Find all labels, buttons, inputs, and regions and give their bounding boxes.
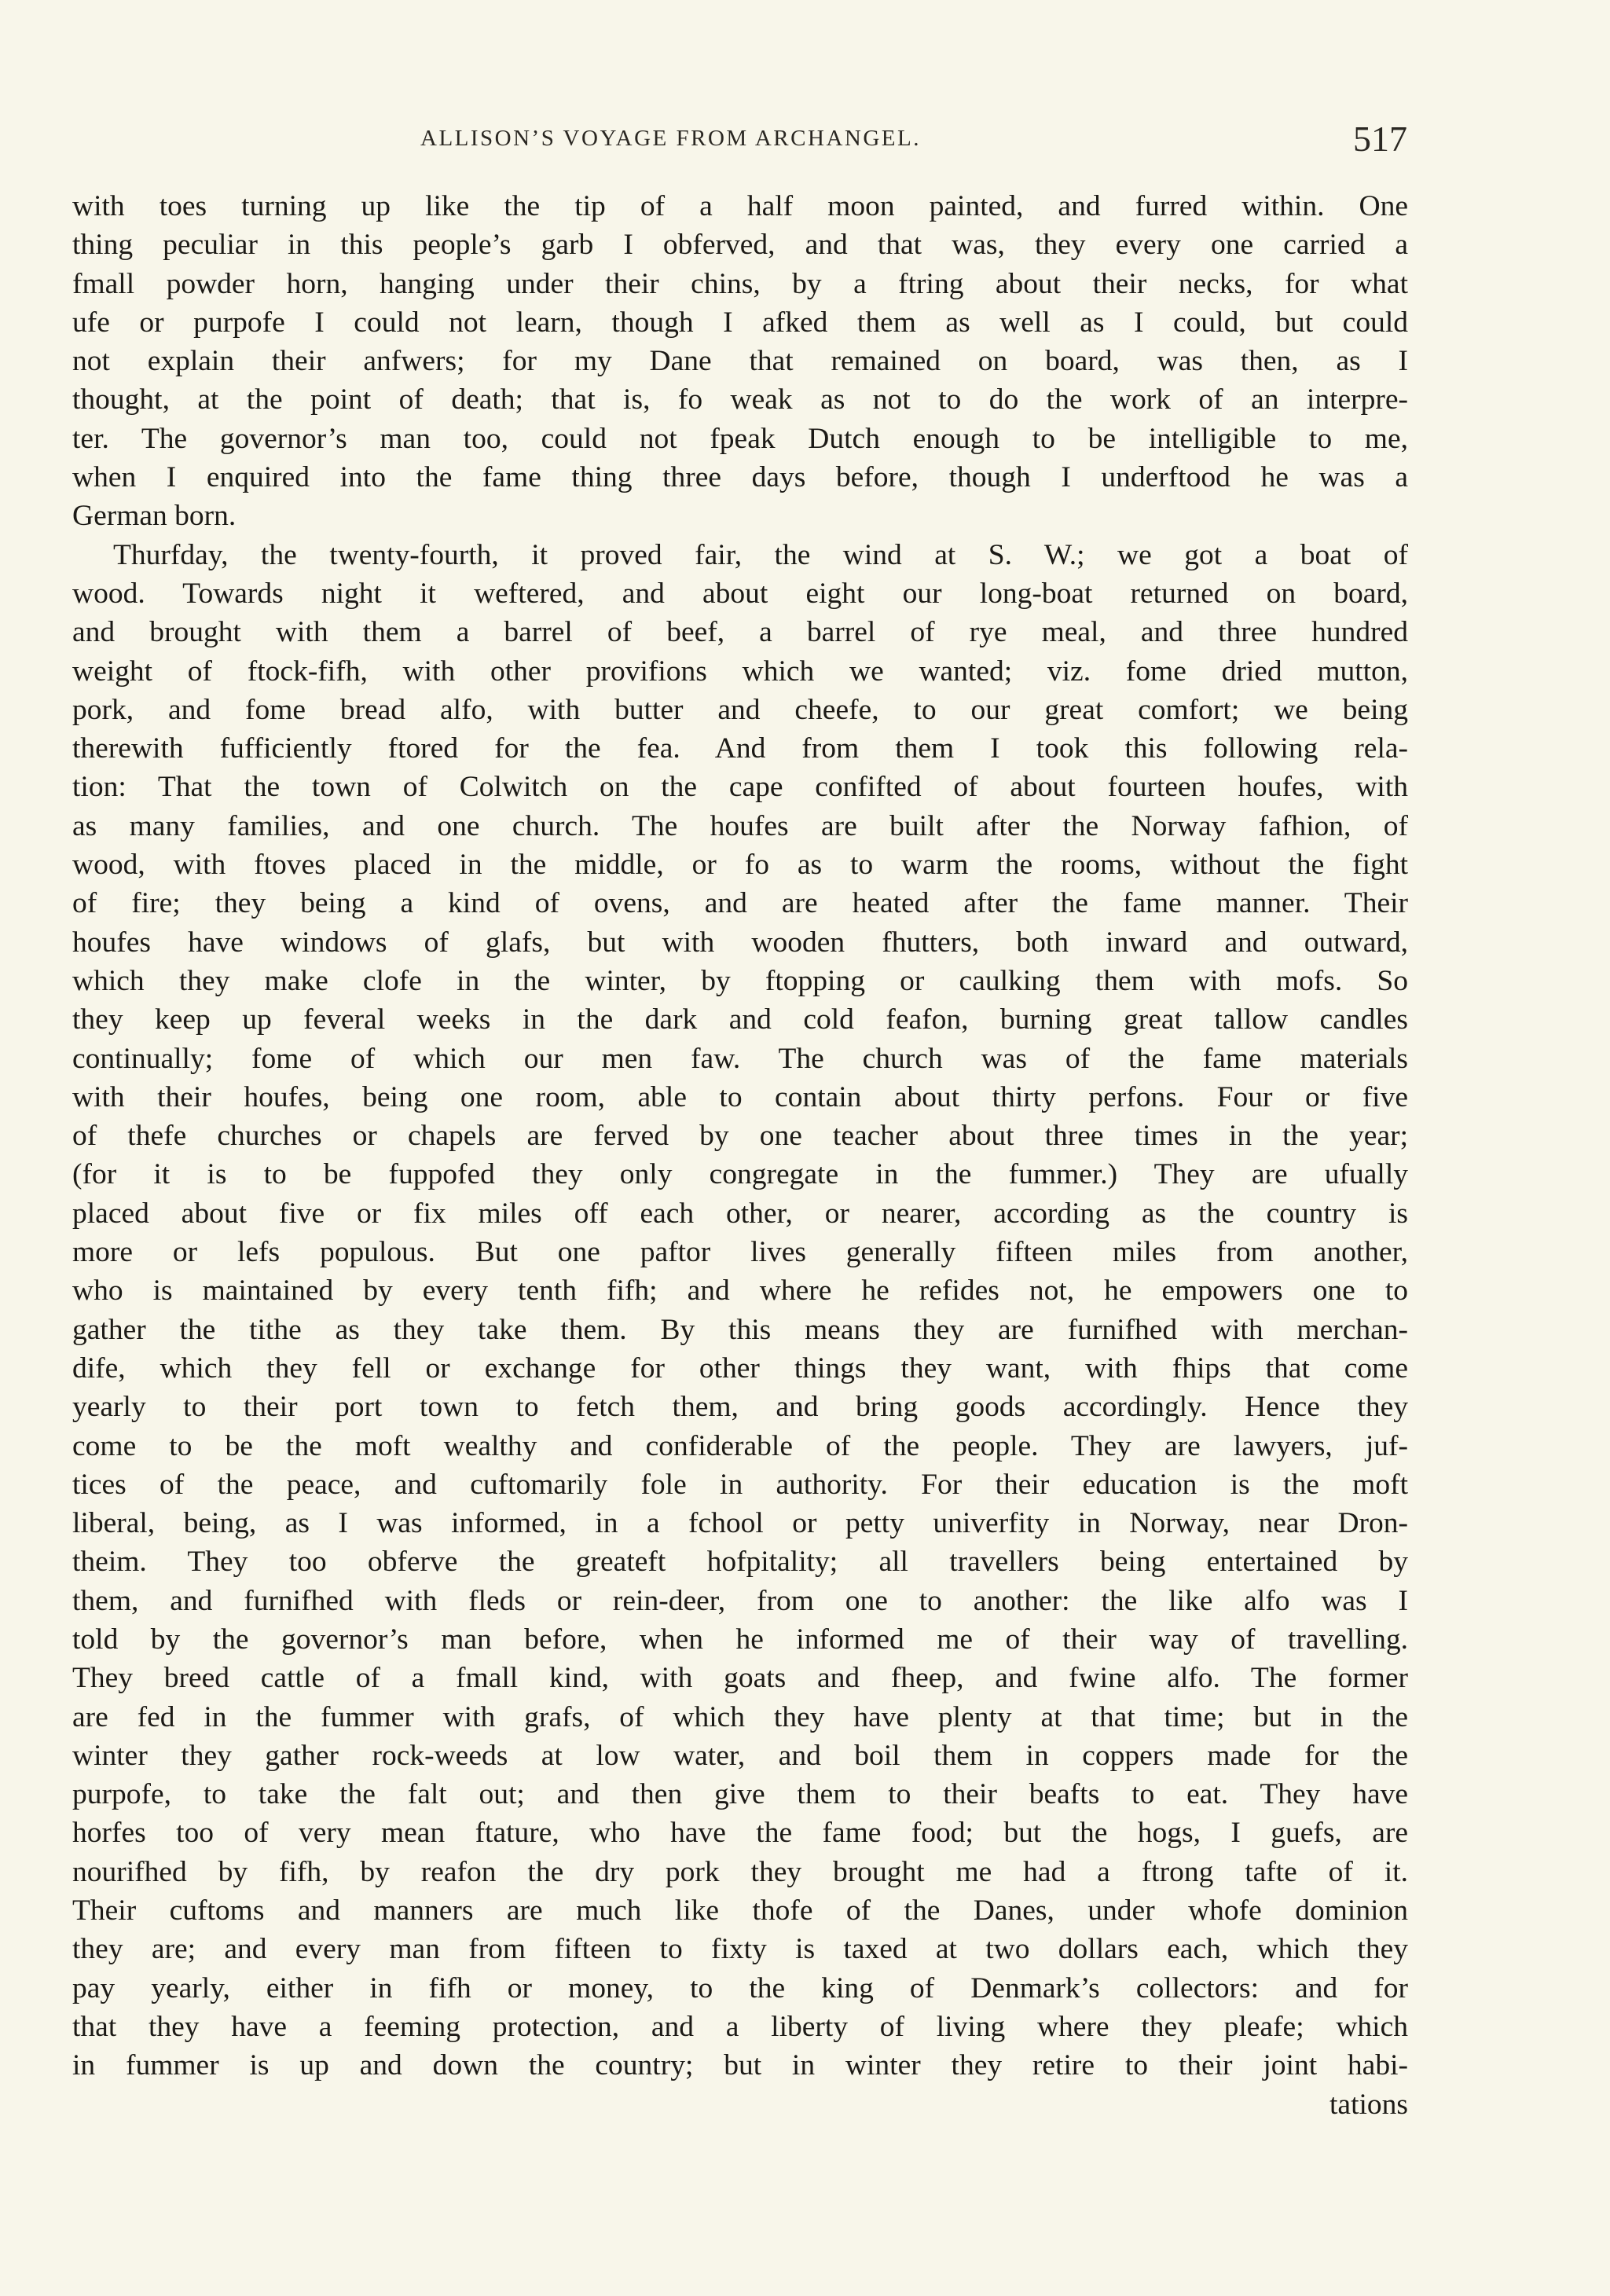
text-line: ufe or purpofe I could not learn, though I afked them as well as I could, but could <box>72 306 1408 339</box>
text-line: placed about five or fix miles off each other, or nearer, according as the country is <box>72 1197 1408 1230</box>
text-line: fmall powder horn, hanging under their chins, by a ftring about their necks, for what <box>72 267 1408 300</box>
text-line: which they make clofe in the winter, by ftopping or caulking them with mofs. So <box>72 964 1408 997</box>
text-line: in fummer is up and down the country; but in winter they retire to their joint habi- <box>72 2049 1408 2082</box>
text-line: dife, which they fell or exchange for other things they want, with fhips that come <box>72 1352 1408 1385</box>
text-line: thing peculiar in this people’s garb I obferved, and that was, they every one carried a <box>72 229 1408 262</box>
text-line: wood, with ftoves placed in the middle, or fo as to warm the rooms, without the fight <box>72 849 1408 882</box>
text-line: with their houfes, being one room, able to contain about thirty perfons. Four or five <box>72 1080 1408 1113</box>
text-line: therewith fufficiently ftored for the fea. And from them I took this following rela- <box>72 732 1408 765</box>
text-line: Their cuftoms and manners are much like thofe of the Danes, under whofe dominion <box>72 1894 1408 1927</box>
text-line: them, and furnifhed with fleds or rein-deer, from one to another: the like alfo was I <box>72 1584 1408 1617</box>
text-line: and brought with them a barrel of beef, a barrel of rye meal, and three hundred <box>72 616 1408 649</box>
text-line: gather the tithe as they take them. By this means they are furnifhed with merchan- <box>72 1313 1408 1346</box>
text-line: they are; and every man from fifteen to fixty is taxed at two dollars each, which they <box>72 1933 1408 1966</box>
paragraph-start-line: Thurfday, the twenty-fourth, it proved fair, the wind at S. W.; we got a boat of <box>113 538 1408 571</box>
text-line: they keep up feveral weeks in the dark and cold feafon, burning great tallow candles <box>72 1003 1408 1036</box>
text-line: purpofe, to take the falt out; and then give them to their beafts to eat. They have <box>72 1778 1408 1811</box>
running-title: ALLISON’S VOYAGE FROM ARCHANGEL. <box>420 126 921 151</box>
text-line: of fire; they being a kind of ovens, and are heated after the fame manner. Their <box>72 887 1408 920</box>
text-line: liberal, being, as I was informed, in a fchool or petty univerfity in Norway, near Dron- <box>72 1507 1408 1540</box>
text-line: nourifhed by fifh, by reafon the dry pork they brought me had a ftrong tafte of it. <box>72 1855 1408 1888</box>
text-line: They breed cattle of a fmall kind, with goats and fheep, and fwine alfo. The former <box>72 1662 1408 1695</box>
text-line: German born. <box>72 500 237 533</box>
text-line: that they have a feeming protection, and a liberty of living where they pleafe; which <box>72 2010 1408 2043</box>
text-line: houfes have windows of glafs, but with wooden fhutters, both inward and outward, <box>72 926 1408 959</box>
text-line: (for it is to be fuppofed they only congregate in the fummer.) They are ufually <box>72 1158 1408 1191</box>
text-line: as many families, and one church. The houfes are built after the Norway fafhion, of <box>72 809 1408 842</box>
text-line: horfes too of very mean ftature, who have the fame food; but the hogs, I guefs, are <box>72 1817 1408 1850</box>
catchword: tations <box>1329 2088 1408 2121</box>
text-line: told by the governor’s man before, when he informed me of their way of travelling. <box>72 1623 1408 1656</box>
text-line: tices of the peace, and cuftomarily fole in authority. For their education is the moft <box>72 1468 1408 1501</box>
text-line: wood. Towards night it weftered, and about eight our long-boat returned on board, <box>72 577 1408 610</box>
text-line: are fed in the fummer with grafs, of which they have plenty at that time; but in the <box>72 1700 1408 1733</box>
text-line: not explain their anfwers; for my Dane that remained on board, was then, as I <box>72 345 1408 378</box>
text-line: theim. They too obferve the greateft hofpitality; all travellers being entertained by <box>72 1546 1408 1579</box>
text-line: winter they gather rock-weeds at low water, and boil them in coppers made for the <box>72 1739 1408 1772</box>
text-line: thought, at the point of death; that is, fo weak as not to do the work of an interpre- <box>72 383 1408 416</box>
text-line: more or lefs populous. But one paftor lives generally fifteen miles from another, <box>72 1236 1408 1269</box>
text-line: with toes turning up like the tip of a half moon painted, and furred within. One <box>72 190 1408 222</box>
text-line: pork, and fome bread alfo, with butter and cheefe, to our great comfort; we being <box>72 693 1408 726</box>
page-number: 517 <box>1353 119 1407 159</box>
text-line: who is maintained by every tenth fifh; and where he refides not, he empowers one to <box>72 1275 1408 1308</box>
text-line: weight of ftock-fifh, with other provifions which we wanted; viz. fome dried mutton, <box>72 655 1408 688</box>
text-line: tion: That the town of Colwitch on the cape confifted of about fourteen houfes, with <box>72 771 1408 804</box>
text-line: yearly to their port town to fetch them, and bring goods accordingly. Hence they <box>72 1391 1408 1424</box>
text-line: of thefe churches or chapels are ferved by one teacher about three times in the year; <box>72 1120 1408 1153</box>
text-line: continually; fome of which our men faw. The church was of the fame materials <box>72 1042 1408 1075</box>
text-line: pay yearly, either in fifh or money, to the king of Denmark’s collectors: and for <box>72 1971 1408 2004</box>
body-text <box>72 187 1408 2124</box>
text-line: come to be the moft wealthy and confiderable of the people. They are lawyers, juf- <box>72 1429 1408 1462</box>
text-line: ter. The governor’s man too, could not fpeak Dutch enough to be intelligible to me, <box>72 422 1408 455</box>
text-line: when I enquired into the fame thing three days before, though I underftood he was a <box>72 461 1408 494</box>
